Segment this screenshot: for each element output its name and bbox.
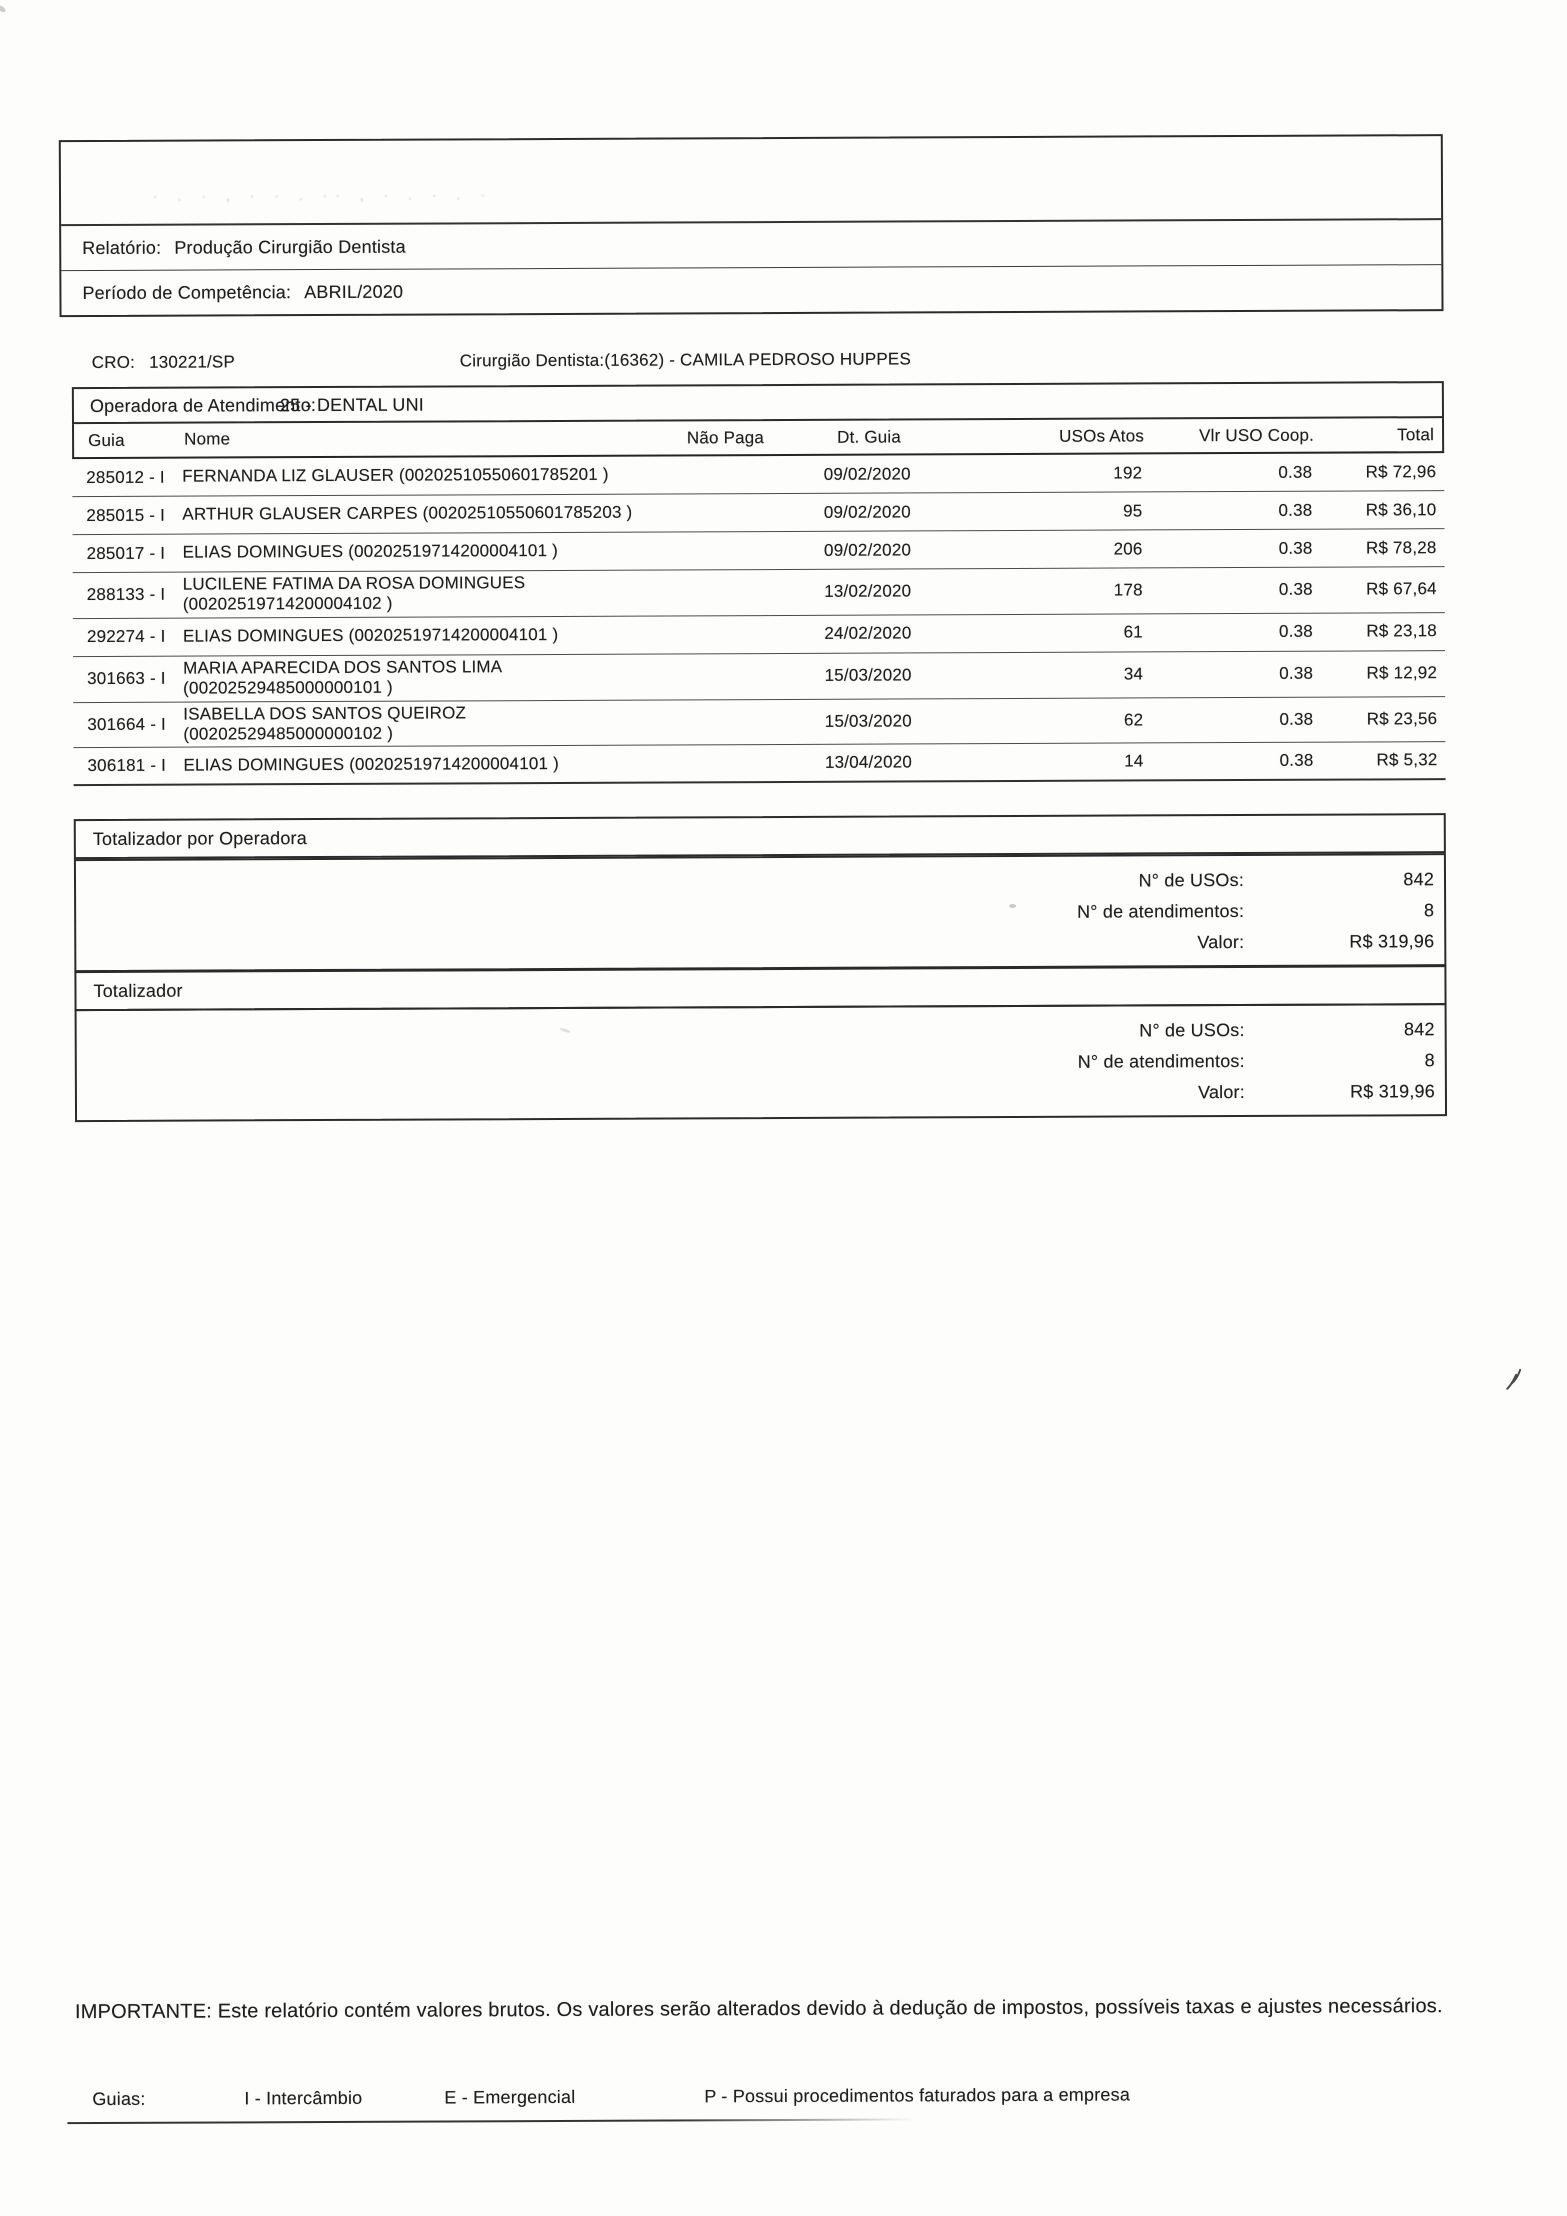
production-table <box>72 418 1446 786</box>
faint-scan-marks: · . · , · · . ·· , · . · . · <box>152 186 493 204</box>
totalizador-operadora-box <box>74 853 1446 972</box>
table-header-row <box>72 418 1444 459</box>
table-row <box>73 651 1445 703</box>
valor-total-value: R$ 319,96 <box>1350 1081 1435 1102</box>
header-total: Total <box>1397 424 1435 444</box>
header-nao-paga: Não Paga <box>686 427 765 447</box>
valor-total-label: Valor: <box>1197 931 1245 953</box>
table-row <box>72 529 1444 573</box>
table-row <box>72 491 1444 535</box>
guia-cell: 288133 - I <box>86 585 166 605</box>
legend-emergencial: E - Emergencial <box>444 2086 576 2108</box>
report-title-value: Produção Cirurgião Dentista <box>174 236 406 258</box>
valor-total-value: R$ 319,96 <box>1349 931 1435 952</box>
header-dt-guia: Dt. Guia <box>837 426 902 447</box>
vlr-cell: 0.38 <box>1279 663 1314 684</box>
vlr-cell: 0.38 <box>1278 580 1313 600</box>
guia-cell: 292274 - I <box>86 626 166 647</box>
legend-intercambio: I - Intercâmbio <box>244 2087 363 2109</box>
scan-edge-artifact <box>0 4 7 13</box>
vlr-cell: 0.38 <box>1278 538 1313 558</box>
table-row <box>73 742 1445 786</box>
table-row <box>72 453 1444 497</box>
valor-total-row <box>76 926 1444 963</box>
usos-cell: 192 <box>1113 462 1143 483</box>
dentist-label: Cirurgião Dentista: <box>459 350 605 371</box>
guia-cell: 285012 - I <box>86 467 165 487</box>
professional-line <box>0 347 1564 378</box>
totalizador-box <box>75 1003 1447 1122</box>
guia-cell: 285017 - I <box>86 543 166 563</box>
cro-value: 130221/SP <box>149 352 236 372</box>
total-cell: R$ 23,56 <box>1366 709 1438 729</box>
guia-cell: 285015 - I <box>86 505 166 525</box>
atendimentos-total-value: 8 <box>1424 1050 1435 1071</box>
header-vlr-uso-coop: Vlr USO Coop. <box>1198 425 1315 445</box>
report-header-box <box>59 134 1444 317</box>
operator-label: Operadora de Atendimento: <box>89 395 317 417</box>
dt-guia-cell: 09/02/2020 <box>823 501 911 522</box>
header-guia: Guia <box>88 430 125 450</box>
total-cell: R$ 72,96 <box>1365 461 1437 481</box>
nome-cell: FERNANDA LIZ GLAUSER (00202510550601785201 ) <box>182 465 609 486</box>
period-label: Período de Competência: <box>82 281 292 303</box>
usos-total-value: 842 <box>1403 1019 1435 1040</box>
dt-guia-cell: 13/04/2020 <box>824 752 913 773</box>
operator-value: 25 - DENTAL UNI <box>279 394 425 416</box>
period-value: ABRIL/2020 <box>304 281 404 302</box>
report-title-row <box>61 220 1441 271</box>
dt-guia-cell: 24/02/2020 <box>824 623 912 644</box>
atendimentos-total-value: 8 <box>1423 900 1435 921</box>
operator-box <box>72 381 1444 424</box>
vlr-cell: 0.38 <box>1279 709 1314 729</box>
dt-guia-cell: 09/02/2020 <box>823 463 911 484</box>
atendimentos-total-label: N° de atendimentos: <box>1077 1050 1245 1072</box>
vlr-cell: 0.38 <box>1278 500 1313 520</box>
usos-cell: 14 <box>1124 751 1144 771</box>
vlr-cell: 0.38 <box>1279 751 1314 771</box>
nome-cell: ELIAS DOMINGUES (00202519714200004101 ) <box>182 541 559 562</box>
header-nome: Nome <box>184 429 231 449</box>
important-note: IMPORTANTE: Este relatório contém valores brutos. Os valores serão alterados devido à dedução de impostos, possíveis taxas e ajustes necessários. <box>74 1995 1443 2024</box>
section-title: Totalizador <box>93 980 183 1001</box>
nome-cell: MARIA APARECIDA DOS SANTOS LIMA (00202529485000000101 ) <box>183 657 502 698</box>
total-cell: R$ 36,10 <box>1365 499 1437 519</box>
usos-total-label: N° de USOs: <box>1139 1019 1245 1041</box>
dt-guia-cell: 15/03/2020 <box>824 665 912 685</box>
legend-possui-procedimentos: P - Possui procedimentos faturados para a empresa <box>704 2084 1131 2107</box>
usos-cell: 95 <box>1123 500 1143 521</box>
totalizador-operadora-title-box <box>74 813 1446 859</box>
letterhead-area <box>61 136 1441 226</box>
valor-total-label: Valor: <box>1198 1081 1245 1103</box>
table-row <box>73 567 1445 619</box>
dentist-field <box>460 349 911 371</box>
table-row <box>73 697 1445 749</box>
pen-scribble-icon <box>1503 1365 1527 1393</box>
usos-total-value: 842 <box>1403 869 1435 890</box>
report-title-label: Relatório: <box>82 237 162 258</box>
guia-cell: 306181 - I <box>87 756 167 776</box>
vlr-cell: 0.38 <box>1278 462 1313 482</box>
guia-cell: 301664 - I <box>87 714 166 734</box>
section-title: Totalizador por Operadora <box>92 827 307 849</box>
valor-total-row <box>77 1076 1445 1113</box>
dt-guia-cell: 13/02/2020 <box>824 581 912 602</box>
dentist-value: (16362) - CAMILA PEDROSO HUPPES <box>604 349 912 370</box>
nome-cell: ELIAS DOMINGUES (00202519714200004101 ) <box>183 754 559 775</box>
guias-legend-label: Guias: <box>92 2088 146 2110</box>
nome-cell: ELIAS DOMINGUES (00202519714200004101 ) <box>182 625 559 646</box>
nome-cell: LUCILENE FATIMA DA ROSA DOMINGUES (00202519714200004102 ) <box>182 573 526 615</box>
header-usos-atos: USOs Atos <box>1059 425 1145 446</box>
usos-total-label: N° de USOs: <box>1138 869 1245 891</box>
pen-scribble-mark <box>1503 1365 1527 1398</box>
total-cell: R$ 5,32 <box>1376 750 1438 770</box>
dt-guia-cell: 09/02/2020 <box>823 539 912 560</box>
total-cell: R$ 78,28 <box>1365 537 1437 557</box>
nome-cell: ISABELLA DOS SANTOS QUEIROZ (00202529485000000102 ) <box>183 702 467 744</box>
table-row <box>73 613 1445 657</box>
cro-field <box>92 352 235 373</box>
cro-label: CRO: <box>91 352 136 373</box>
usos-cell: 178 <box>1113 580 1143 600</box>
total-cell: R$ 67,64 <box>1366 579 1437 599</box>
usos-cell: 206 <box>1113 538 1143 559</box>
usos-cell: 34 <box>1123 664 1144 684</box>
dt-guia-cell: 15/03/2020 <box>824 711 912 731</box>
total-cell: R$ 12,92 <box>1366 663 1438 683</box>
scan-speck <box>1009 904 1016 908</box>
legend-underline <box>67 2118 915 2124</box>
period-row <box>61 265 1441 315</box>
guia-cell: 301663 - I <box>87 668 166 689</box>
usos-cell: 62 <box>1123 710 1144 730</box>
total-cell: R$ 23,18 <box>1366 621 1437 641</box>
vlr-cell: 0.38 <box>1278 621 1313 642</box>
nome-cell: ARTHUR GLAUSER CARPES (00202510550601785203 ) <box>182 502 633 524</box>
atendimentos-total-label: N° de atendimentos: <box>1077 900 1245 922</box>
usos-cell: 61 <box>1123 622 1143 642</box>
